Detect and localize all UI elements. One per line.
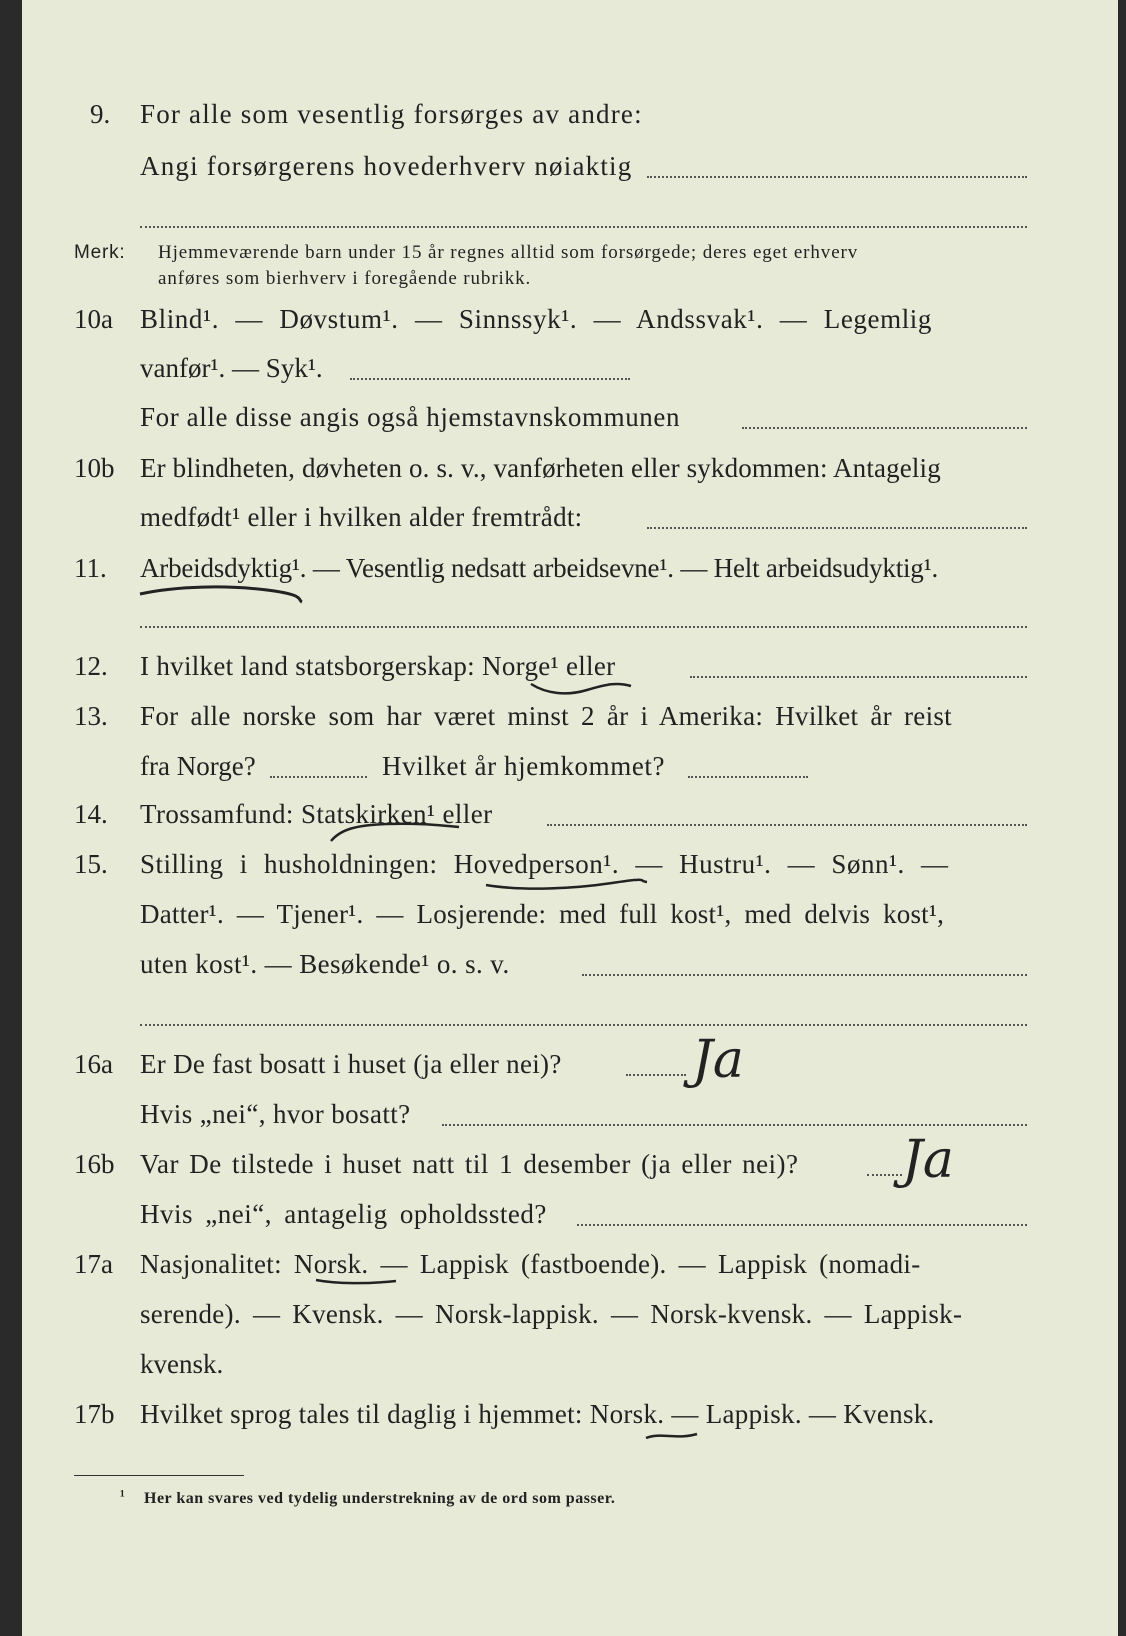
underline-mark [527,676,637,700]
q10b-line2: medfødt¹ eller i hvilken alder fremtrådt: [140,502,583,532]
census-form-page [22,0,1118,1636]
underline-mark [137,582,307,606]
q9-line2: Angi forsørgerens hovederhverv nøiaktig [140,151,633,181]
q17a-line1: Nasjonalitet: Norsk. — Lappisk (fastboende). — Lappisk (nomadi- [140,1249,921,1279]
question-number: 17b [74,1399,115,1429]
question-number: 16b [74,1149,115,1179]
footnote-text: Her kan svares ved tydelig understrekning av de ord som passer. [144,1490,616,1507]
question-number: 9. [90,99,111,129]
answer-line [688,776,808,778]
footnote-mark: ¹ [120,1488,126,1505]
merk-line1: Hjemmeværende barn under 15 år regnes alltid som forsørgede; deres eget erhverv [158,242,859,263]
question-number: 17a [74,1249,113,1279]
q15-line1: Stilling i husholdningen: Hovedperson¹. — Hustru¹. — Sønn¹. — [140,849,949,879]
handwritten-answer: Ja [692,1030,744,1090]
answer-line [626,1074,686,1076]
question-number: 10b [74,453,115,483]
q16a-line1: Er De fast bosatt i huset (ja eller nei)? [140,1049,562,1079]
answer-line [442,1124,1027,1126]
question-number: 16a [74,1049,113,1079]
merk-line2: anføres som bierhverv i foregående rubrikk. [158,268,532,289]
q11-line1: Arbeidsdyktig¹. — Vesentlig nedsatt arbeidsevne¹. — Helt arbeidsudyktig¹. [140,553,939,583]
underline-mark [312,1274,402,1290]
q17a-line2: serende). — Kvensk. — Norsk-lappisk. — Norsk-kvensk. — Lappisk- [140,1299,963,1329]
answer-line [350,378,630,380]
q16a-line2: Hvis „nei“, hvor bosatt? [140,1099,411,1129]
answer-line [647,176,1027,178]
q10a-line1: Blind¹. — Døvstum¹. — Sinnssyk¹. — Andssvak¹. — Legemlig [140,304,933,334]
question-number: 14. [74,799,108,829]
underline-mark [482,873,652,895]
q10a-line3: For alle disse angis også hjemstavnskommunen [140,402,681,432]
q13-line2b: Hvilket år hjemkommet? [382,751,666,781]
footnote-rule [74,1475,244,1476]
q13-line2a: fra Norge? [140,751,256,781]
answer-line [742,427,1027,429]
answer-line [867,1174,902,1176]
q12-line1: I hvilket land statsborgerskap: Norge¹ eller [140,651,616,681]
underline-mark [642,1428,702,1444]
answer-line [577,1224,1027,1226]
q17a-line3: kvensk. [140,1349,224,1379]
question-number: 12. [74,651,108,681]
answer-line [547,824,1027,826]
answer-line [690,676,1027,678]
question-number: 10a [74,304,113,334]
underline-mark [327,815,467,845]
q9-line1: For alle som vesentlig forsørges av andre: [140,99,643,129]
q10b-line1: Er blindheten, døvheten o. s. v., vanførheten eller sykdommen: Antagelig [140,453,941,483]
q13-line1: For alle norske som har været minst 2 år i Amerika: Hvilket år reist [140,701,952,731]
answer-line [140,626,1027,628]
handwritten-answer: Ja [902,1130,954,1190]
answer-line [582,974,1027,976]
answer-line [270,776,367,778]
question-number: 13. [74,701,108,731]
answer-line [140,1024,1027,1026]
answer-line [140,226,1027,228]
merk-label: Merk: [74,242,126,263]
q14-line1: Trossamfund: Statskirken¹ eller [140,799,493,829]
question-number: 11. [74,553,107,583]
q17b-line1: Hvilket sprog tales til daglig i hjemmet: Norsk. — Lappisk. — Kvensk. [140,1399,935,1429]
q15-line3: uten kost¹. — Besøkende¹ o. s. v. [140,949,510,979]
answer-line [647,527,1027,529]
q16b-line1: Var De tilstede i huset natt til 1 desember (ja eller nei)? [140,1149,799,1179]
q16b-line2: Hvis „nei“, antagelig opholdssted? [140,1199,547,1229]
question-number: 15. [74,849,108,879]
q15-line2: Datter¹. — Tjener¹. — Losjerende: med full kost¹, med delvis kost¹, [140,899,945,929]
q10a-line2: vanfør¹. — Syk¹. [140,353,323,383]
